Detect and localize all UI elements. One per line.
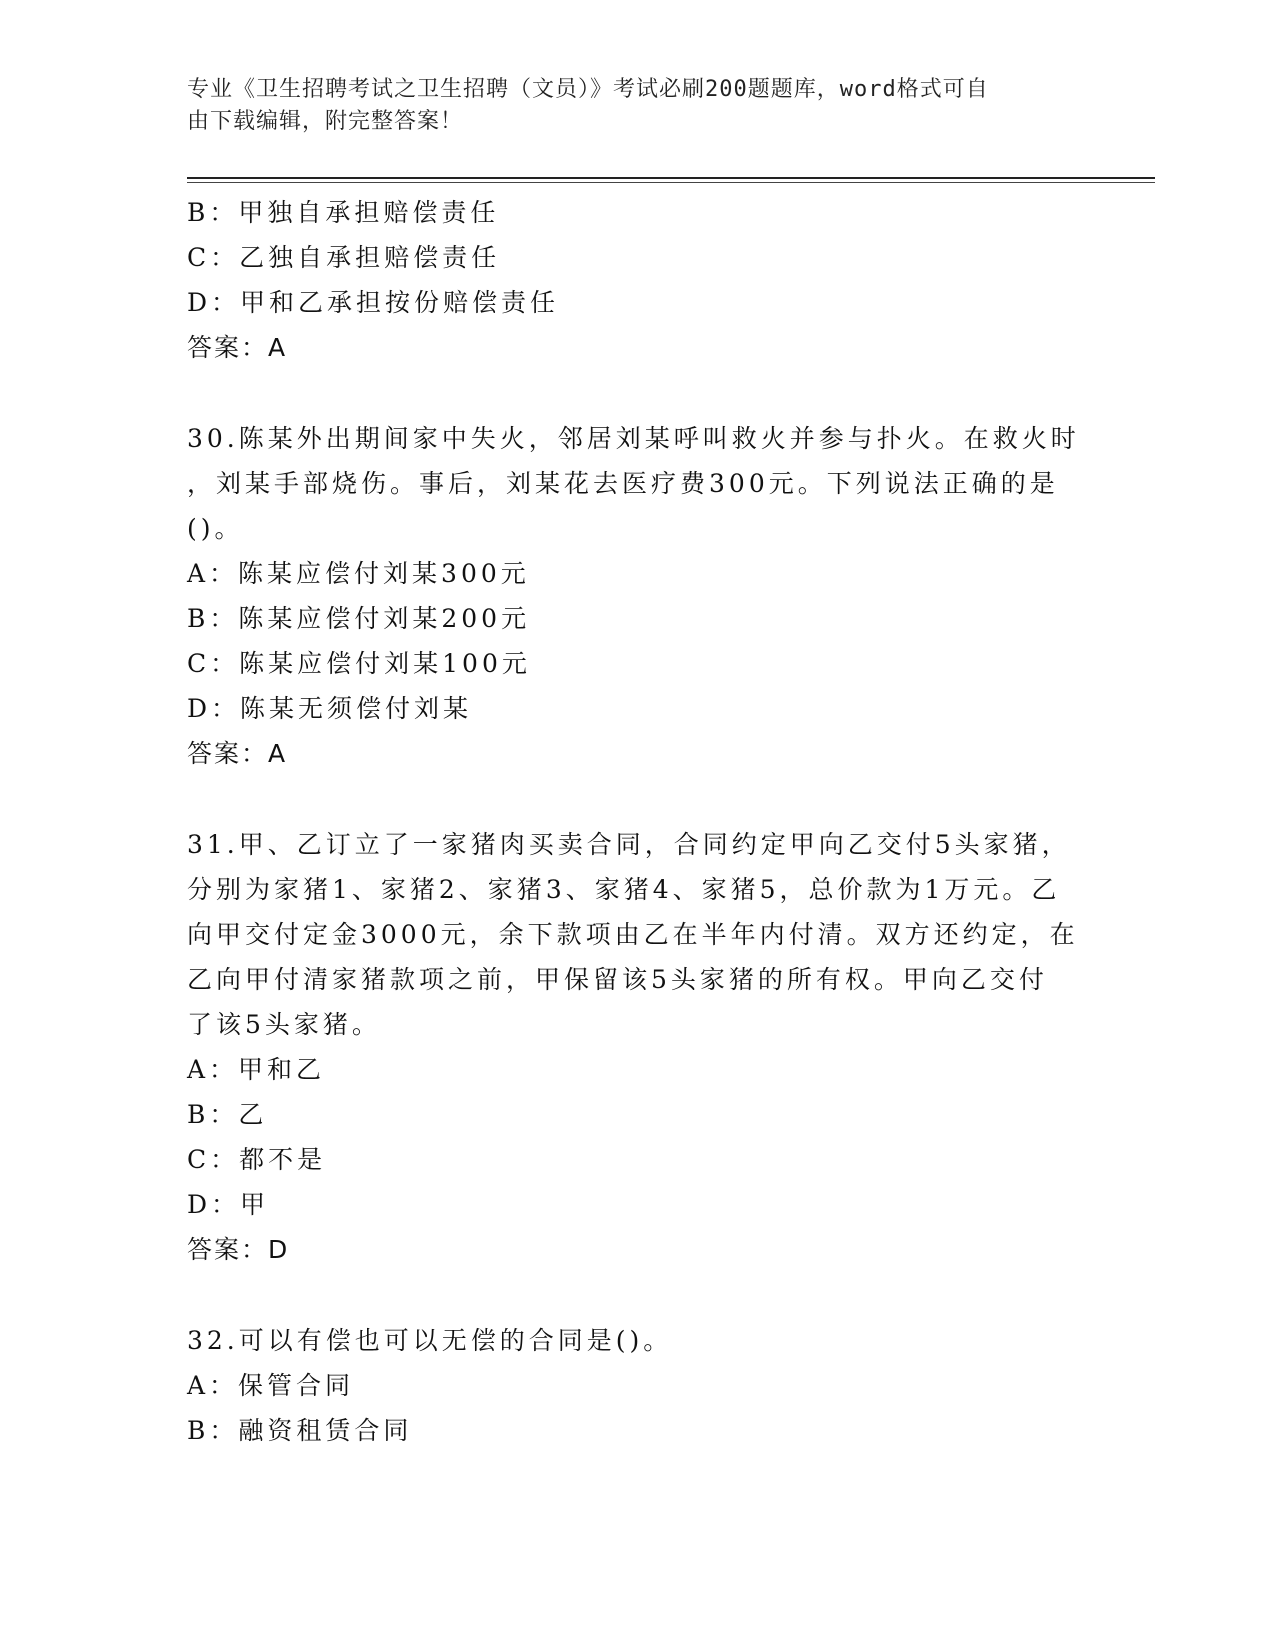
option-b: B：融资租赁合同 [187,1416,413,1445]
question-30 [187,416,1087,776]
question-text-line: 分别为家猪1、家猪2、家猪3、家猪4、家猪5，总价款为1万元。乙 [187,875,1061,904]
header-divider-thick [187,177,1155,179]
document-header [187,74,1067,138]
question-text-line: 30.陈某外出期间家中失火，邻居刘某呼叫救火并参与扑火。在救火时 [187,424,1080,453]
answer-line: 答案：D [187,1235,290,1264]
option-b: B：陈某应偿付刘某200元 [187,604,531,633]
answer-line: 答案：A [187,739,288,768]
question-text-line: 了该5头家猪。 [187,1010,381,1039]
question-text-line: ，刘某手部烧伤。事后，刘某花去医疗费300元。下列说法正确的是 [187,469,1059,498]
question-32 [187,1318,1087,1453]
header-title-line-2: 由下载编辑，附完整答案！ [187,109,464,134]
question-text-line: ()。 [187,514,244,543]
header-divider-thin [187,182,1155,183]
option-a: A：甲和乙 [187,1055,326,1084]
question-text-line: 向甲交付定金3000元，余下款项由乙在半年内付清。双方还约定，在 [187,920,1079,949]
document-body [187,190,1087,1499]
question-text-line: 32.可以有偿也可以无偿的合同是()。 [187,1326,673,1355]
question-31 [187,822,1087,1272]
option-a: A：陈某应偿付刘某300元 [187,559,530,588]
header-title-line-1: 专业《卫生招聘考试之卫生招聘（文员）》考试必刷200题题库，word格式可自 [187,77,989,102]
option-d: D：甲和乙承担按份赔偿责任 [187,288,560,317]
option-a: A：保管合同 [187,1371,355,1400]
answer-line: 答案：A [187,333,288,362]
question-text-line: 31.甲、乙订立了一家猪肉买卖合同，合同约定甲向乙交付5头家猪， [187,830,1071,859]
option-d: D：陈某无须偿付刘某 [187,694,473,723]
option-c: C：乙独自承担赔偿责任 [187,243,501,272]
question-text-line: 乙向甲付清家猪款项之前，甲保留该5头家猪的所有权。甲向乙交付 [187,965,1048,994]
option-c: C：陈某应偿付刘某100元 [187,649,531,678]
question-29-tail [187,190,1087,370]
option-d: D：甲 [187,1190,270,1219]
option-c: C：都不是 [187,1145,327,1174]
option-b: B：甲独自承担赔偿责任 [187,198,500,227]
option-b: B：乙 [187,1100,268,1129]
